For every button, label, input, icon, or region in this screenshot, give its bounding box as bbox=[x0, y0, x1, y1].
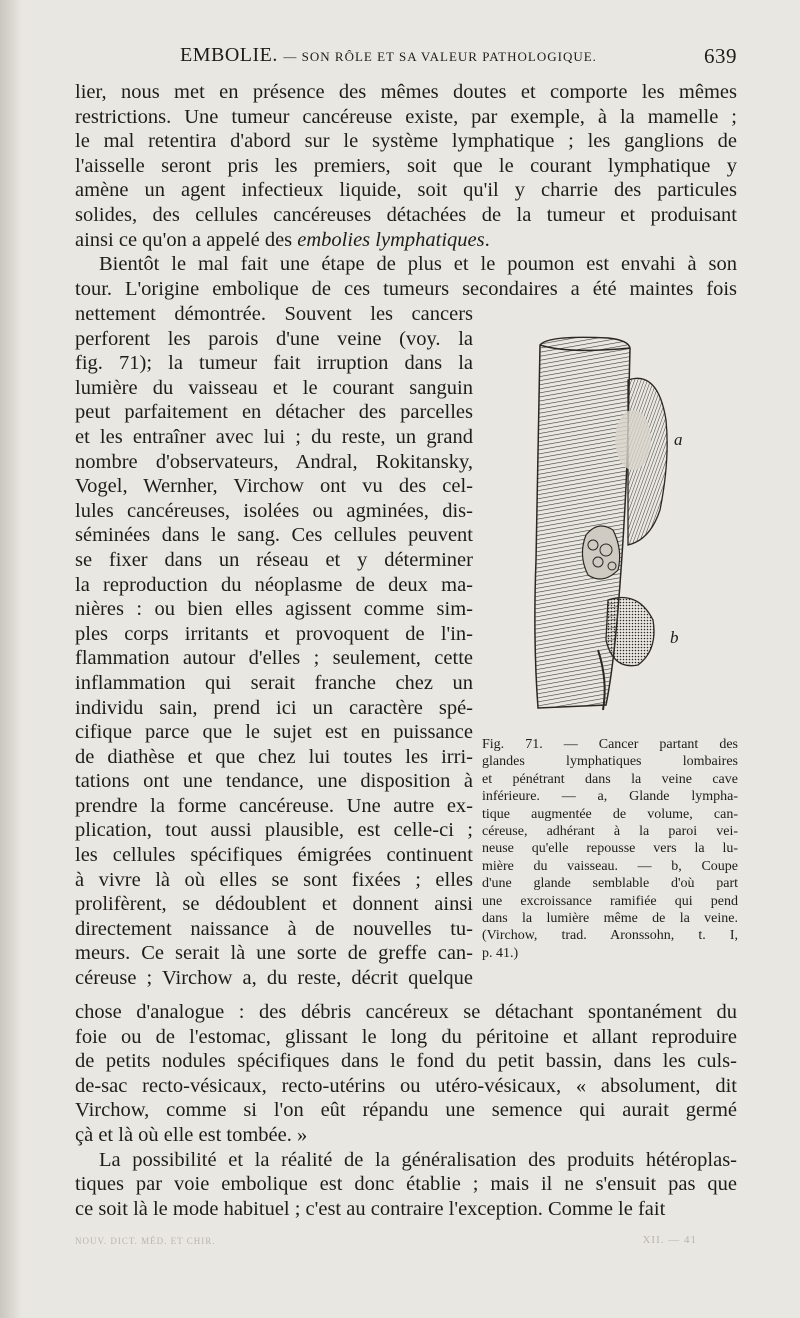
body-text-bottom bbox=[75, 1000, 737, 1221]
caption-line: p. 41.) bbox=[482, 945, 519, 961]
caption-line: une excroissance ramifiée qui pend bbox=[482, 893, 738, 909]
text-line: perforent les parois d'une veine (voy. la bbox=[75, 327, 473, 350]
body-text-top bbox=[75, 80, 737, 301]
text-line: Vogel, Wernher, Virchow ont vu des cel- bbox=[75, 475, 473, 498]
running-header bbox=[75, 44, 737, 74]
figure-71-illustration bbox=[478, 310, 738, 730]
text-line: et les entraîner avec lui ; du reste, un grand bbox=[75, 425, 473, 448]
running-title bbox=[180, 44, 597, 67]
figure-label-b: b bbox=[670, 628, 679, 647]
figure-label-a: a bbox=[674, 430, 683, 449]
text-line: lumière du vaisseau et le courant sanguin bbox=[75, 376, 473, 399]
text-line: tiques par voie embolique est donc établie ; mais il ne s'ensuit pas que bbox=[75, 1173, 737, 1196]
caption-line: (Virchow, trad. Aronssohn, t. I, bbox=[482, 928, 738, 944]
caption-line: Fig. 71. — Cancer partant des bbox=[482, 737, 738, 752]
caption-line: dans la lumière même de la veine. bbox=[482, 910, 738, 926]
text-line: nombre d'observateurs, Andral, Rokitansky, bbox=[75, 450, 473, 473]
caption-line: mière du vaisseau. — b, Coupe bbox=[482, 858, 738, 874]
footer-volume: XII. — 41 bbox=[642, 1234, 697, 1246]
text-line: inflammation qui serait franche chez un bbox=[75, 671, 473, 694]
text-line: plication, tout aussi plausible, est celle-ci ; bbox=[75, 819, 473, 842]
text-line: séminées dans le sang. Ces cellules peuvent bbox=[75, 524, 473, 547]
paragraph-start-line: La possibilité et la réalité de la généralisation des produits hétéroplas- bbox=[99, 1148, 737, 1171]
caption-line: céreuse, adhérant à la paroi vei- bbox=[482, 823, 738, 839]
text-line: solides, des cellules cancéreuses détachées de la tumeur et produisant bbox=[75, 203, 737, 226]
caption-line: inférieure. — a, Glande lympha- bbox=[482, 789, 738, 805]
caption-line: tique augmentée de volume, can- bbox=[482, 806, 738, 822]
text-line: flammation autour d'elles ; seulement, cette bbox=[75, 647, 473, 670]
running-title-sub: — SON RÔLE ET SA VALEUR PATHOLOGIQUE. bbox=[283, 49, 597, 64]
text-line: Virchow, comme si l'on eût répandu une semence qui aurait germé bbox=[75, 1099, 737, 1122]
text-line: de petits nodules spécifiques dans le fond du petit bassin, dans les culs- bbox=[75, 1050, 737, 1073]
text-line: prolifèrent, se dédoublent et donnent ainsi bbox=[75, 893, 473, 916]
text-line: de diathèse et que chez lui toutes les irri- bbox=[75, 745, 473, 768]
text-line: nières : ou bien elles agissent comme sim- bbox=[75, 598, 473, 621]
text-line: chose d'analogue : des débris cancéreux se détachant spontanément du bbox=[75, 1001, 737, 1023]
text-line: çà et là où elle est tombée. » bbox=[75, 1123, 308, 1146]
text-line: tations ont une tendance, une disposition à bbox=[75, 770, 473, 793]
italic-term: embolies lymphatiques bbox=[297, 228, 485, 251]
caption-line: d'une glande semblable d'où part bbox=[482, 876, 738, 892]
text-line: lier, nous met en présence des mêmes doutes et comporte les mêmes bbox=[75, 81, 737, 103]
text-line: peut parfaitement en détacher des parcelles bbox=[75, 401, 473, 424]
text-line: de-sac recto-vésicaux, recto-utérins ou utéro-vésicaux, « absolument, dit bbox=[75, 1074, 737, 1097]
text-line: lules cancéreuses, isolées ou agminées, dis- bbox=[75, 499, 473, 522]
text-line: amène un agent infectieux liquide, soit qu'il y charrie des particules bbox=[75, 179, 737, 202]
text-line: ce soit là le mode habituel ; c'est au contraire l'exception. Comme le fait bbox=[75, 1197, 666, 1220]
caption-line: et pénétrant dans la veine cave bbox=[482, 771, 738, 787]
body-text-left-column bbox=[75, 302, 473, 991]
text-line: restrictions. Une tumeur cancéreuse existe, par exemple, à la mamelle ; bbox=[75, 105, 737, 128]
text-line: meurs. Ce serait là une sorte de greffe can- bbox=[75, 942, 473, 965]
text-line: les cellules spécifiques émigrées continuent bbox=[75, 844, 473, 867]
text-line: fig. 71); la tumeur fait irruption dans la bbox=[75, 352, 473, 375]
text-line: prendre la forme cancéreuse. Une autre ex- bbox=[75, 794, 473, 817]
text-line: cifique parce que le sujet est en puissance bbox=[75, 721, 473, 744]
footer-signature: NOUV. DICT. MÉD. ET CHIR. bbox=[75, 1236, 216, 1246]
vein-engraving bbox=[478, 310, 738, 730]
text-line: l'aisselle seront pris les premiers, soit que le courant lymphatique y bbox=[75, 154, 737, 177]
text-line bbox=[75, 228, 737, 253]
text-line: foie ou de l'estomac, glissant le long du péritoine et allant reproduire bbox=[75, 1025, 737, 1048]
text-run: ainsi ce qu'on a appelé des bbox=[75, 228, 298, 251]
text-run: . bbox=[484, 228, 490, 251]
text-line: se fixer dans un réseau et y déterminer bbox=[75, 548, 473, 571]
page-number: 639 bbox=[704, 44, 737, 68]
page-binding-shadow bbox=[0, 0, 22, 1318]
text-line: tour. L'origine embolique de ces tumeurs secondaires a été maintes fois bbox=[75, 277, 737, 300]
running-title-main: EMBOLIE. bbox=[180, 44, 278, 66]
text-line: nettement démontrée. Souvent les cancers bbox=[75, 303, 473, 325]
caption-line: glandes lymphatiques lombaires bbox=[482, 754, 738, 770]
caption-line: neuse qu'elle repousse vers la lu- bbox=[482, 841, 738, 857]
text-line: ples corps irritants et provoquent de l'in- bbox=[75, 622, 473, 645]
figure-caption bbox=[482, 736, 738, 962]
page-footer bbox=[75, 1236, 737, 1246]
text-line: directement naissance à de nouvelles tu- bbox=[75, 917, 473, 940]
text-line: à vivre là où elles se sont fixées ; elles bbox=[75, 868, 473, 891]
text-line: céreuse ; Virchow a, du reste, décrit quelque bbox=[75, 967, 473, 990]
text-line: le mal retentira d'abord sur le système lymphatique ; les ganglions de bbox=[75, 130, 737, 153]
paragraph-start-line: Bientôt le mal fait une étape de plus et le poumon est envahi à son bbox=[99, 253, 737, 276]
text-line: individu sain, prend ici un caractère spé- bbox=[75, 696, 473, 719]
text-line: la reproduction du néoplasme de deux ma- bbox=[75, 573, 473, 596]
